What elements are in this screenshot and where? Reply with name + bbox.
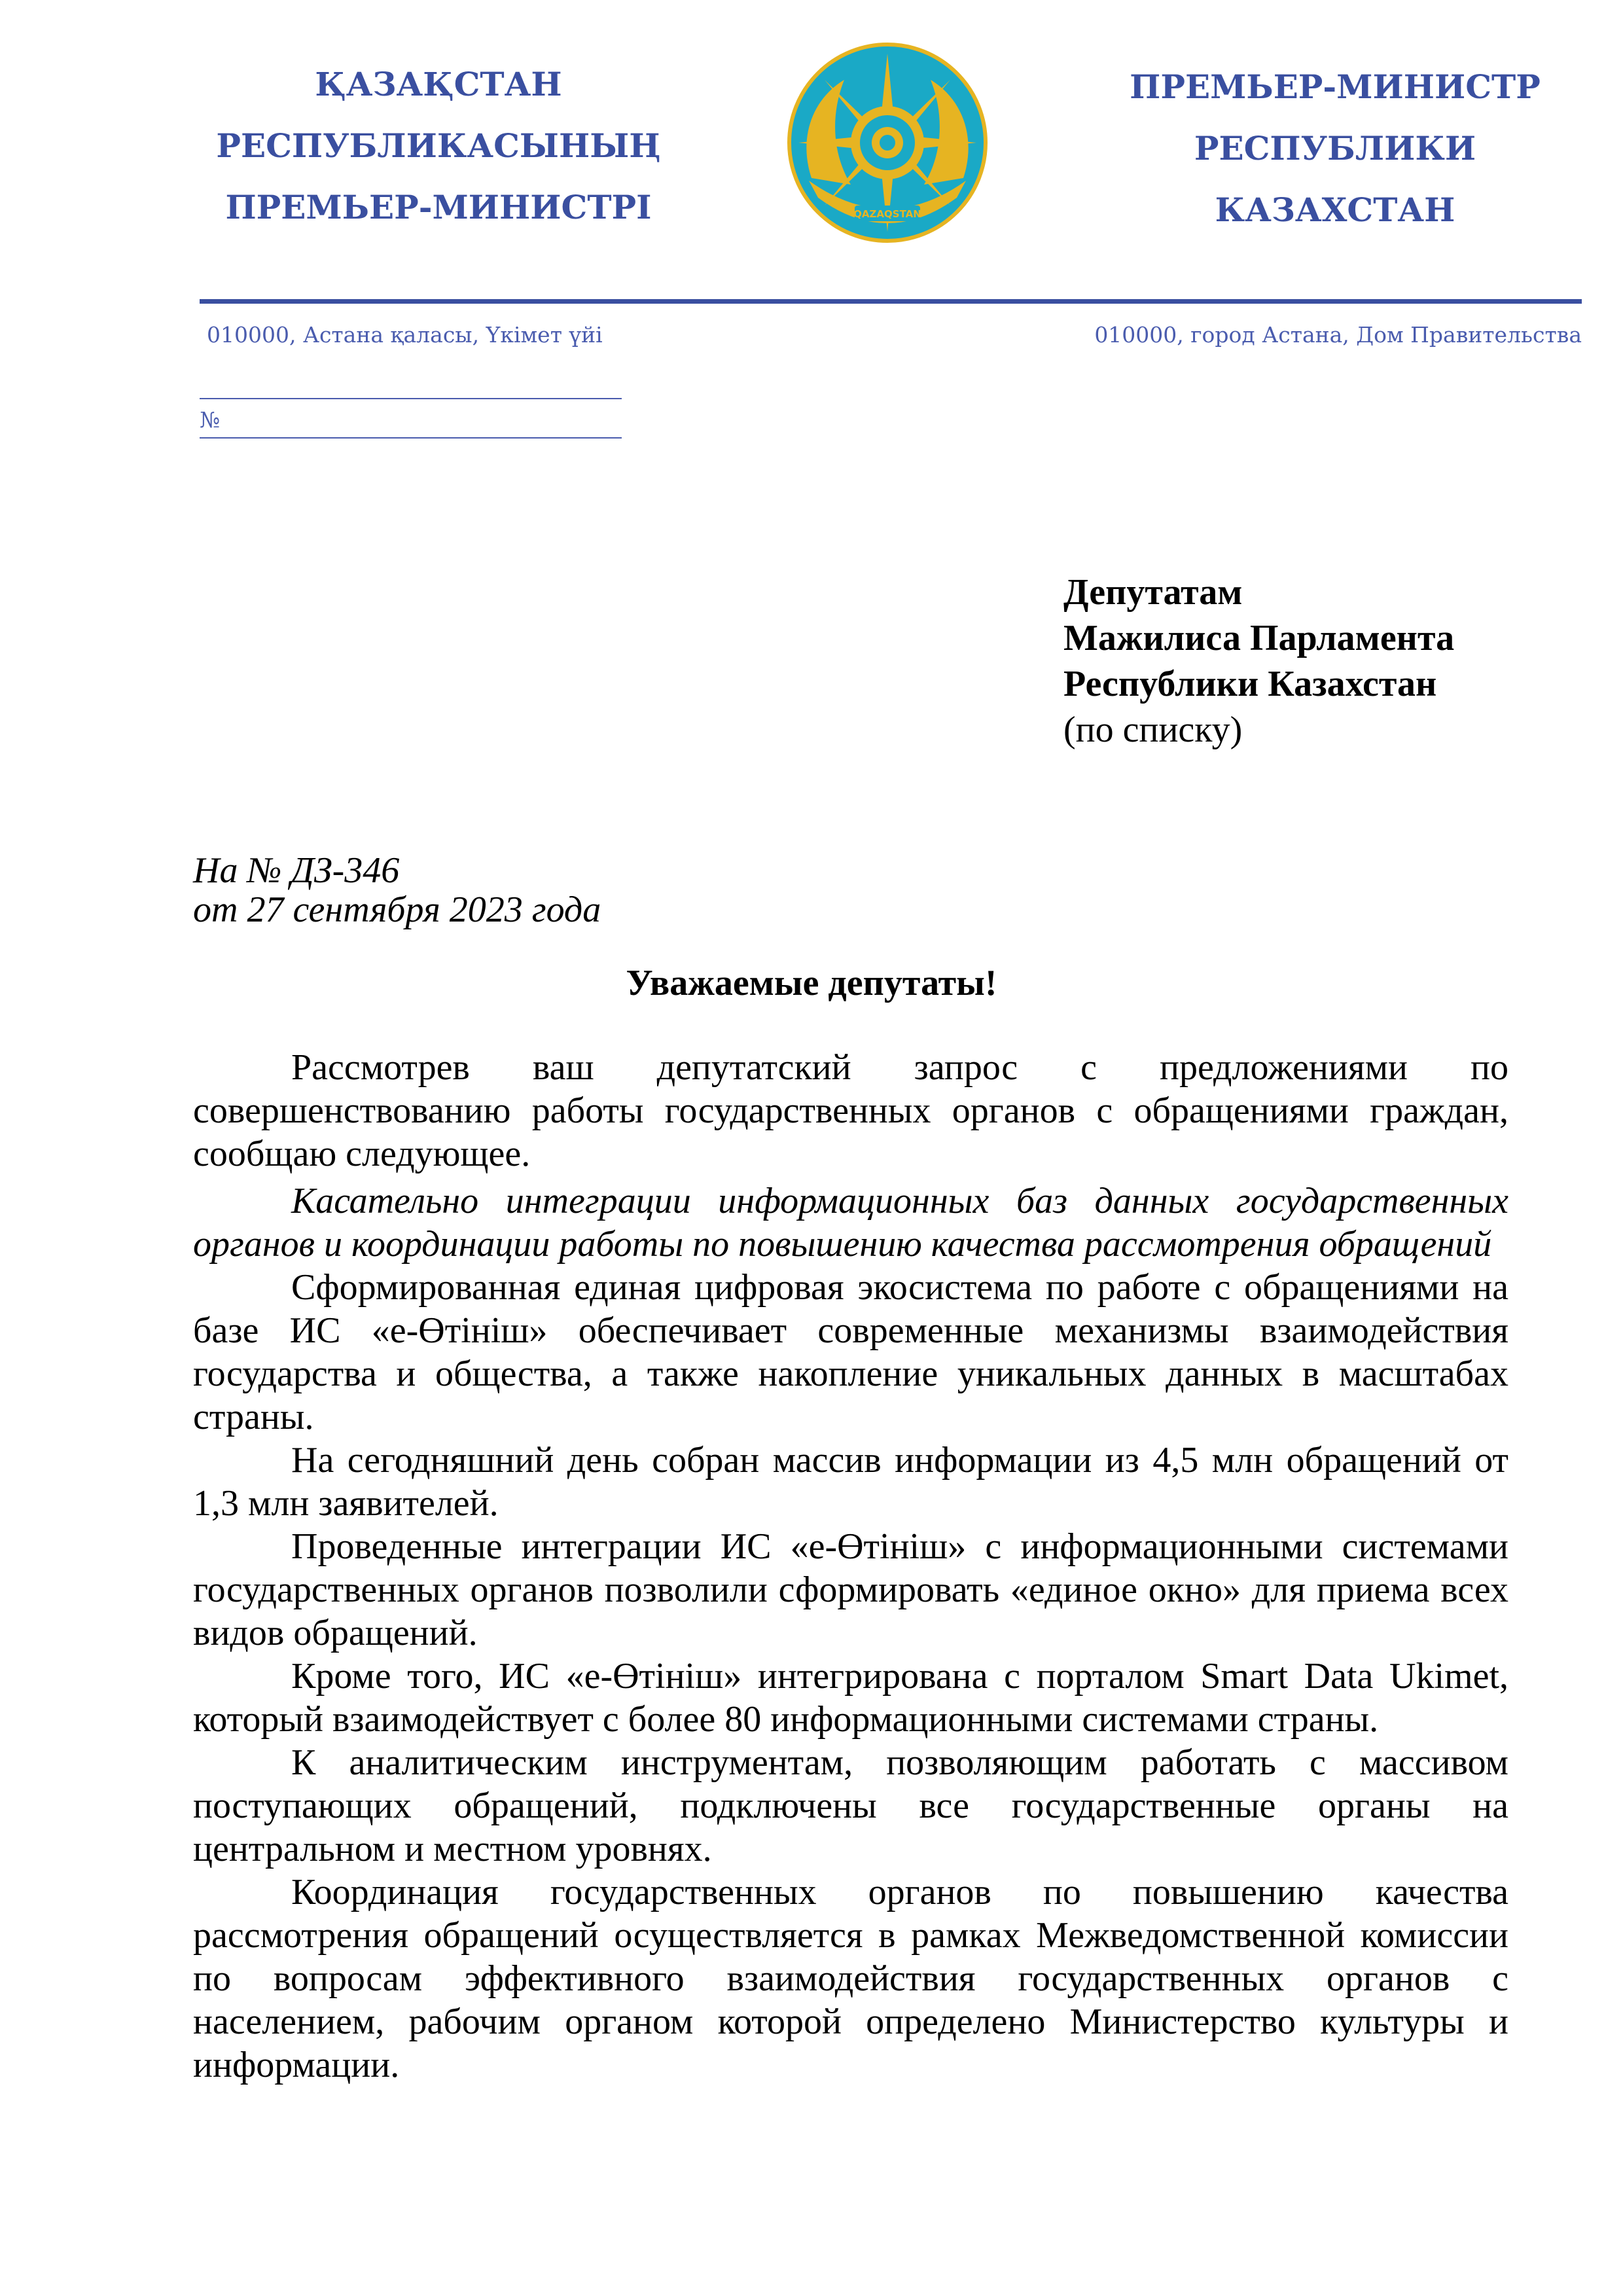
addressee-note: (по списку) xyxy=(1063,709,1243,750)
letterhead-divider xyxy=(200,299,1582,304)
addressee-line: Мажилиса Парламента xyxy=(1063,618,1455,658)
addressee-line: Республики Казахстан xyxy=(1063,664,1437,704)
body-paragraph: К аналитическим инструментам, позволяющим работать с массивом поступающих обращений, подключены все государственные органы на центральном и местном уровнях. xyxy=(193,1742,1508,1869)
body-paragraph: Проведенные интеграции ИС «е-Өтініш» с информационными системами государственных органов позволили сформировать «единое окно» для приема всех видов обращений. xyxy=(193,1526,1508,1653)
registration-number-label: № xyxy=(200,407,221,433)
emblem-caption: QAZAQSTAN xyxy=(853,208,921,220)
body-paragraph: На сегодняшний день собран массив информации из 4,5 млн обращений от 1,3 млн заявителей. xyxy=(193,1440,1508,1524)
body-paragraph: Сформированная единая цифровая экосистема по работе с обращениями на базе ИС «е-Өтініш» обеспечивает современные механизмы взаимодействия государства и общества, а также накопление уникальных данных в масштабах страны. xyxy=(193,1267,1508,1437)
body-paragraph: Кроме того, ИС «е-Өтініш» интегрирована с порталом Smart Data Ukimet, который взаимодействует с более 80 информационными системами страны. xyxy=(193,1656,1508,1740)
letterhead-right-title: ПРЕМЬЕР-МИНИСТР РЕСПУБЛИКИ КАЗАХСТАН xyxy=(1130,67,1541,229)
body-subheading: Касательно интеграции информационных баз данных государственных органов и координации работы по повышению качества рассмотрения обращений xyxy=(193,1181,1508,1265)
reference-number: На № ДЗ-346 xyxy=(193,850,400,891)
addressee-block xyxy=(1063,569,1454,753)
addressee-line: Депутатам xyxy=(1063,572,1243,613)
letter-body xyxy=(193,1046,1508,2087)
registration-number-line xyxy=(200,437,622,439)
reference-block xyxy=(193,851,601,929)
letterhead-left-title: ҚАЗАҚСТАН РЕСПУБЛИКАСЫНЫҢ ПРЕМЬЕР-МИНИСТРІ xyxy=(216,65,661,226)
salutation: Уважаемые депутаты! xyxy=(626,963,997,1003)
body-paragraph: Координация государственных органов по повышению качества рассмотрения обращений осуществляется в рамках Межведомственной комиссии по вопросам эффективного взаимодействия государственных органов с населением, рабочим органом которой определено Министерство культуры и информации. xyxy=(193,1872,1508,2085)
address-right: 010000, город Астана, Дом Правительства xyxy=(1094,322,1582,348)
address-left: 010000, Астана қаласы, Үкімет үйі xyxy=(207,322,603,348)
body-paragraph: Рассмотрев ваш депутатский запрос с предложениями по совершенствованию работы государственных органов с обращениями граждан, сообщаю следующее. xyxy=(193,1047,1508,1174)
registration-date-line xyxy=(200,398,622,399)
state-emblem-icon xyxy=(785,41,990,245)
reference-date: от 27 сентября 2023 года xyxy=(193,889,601,930)
